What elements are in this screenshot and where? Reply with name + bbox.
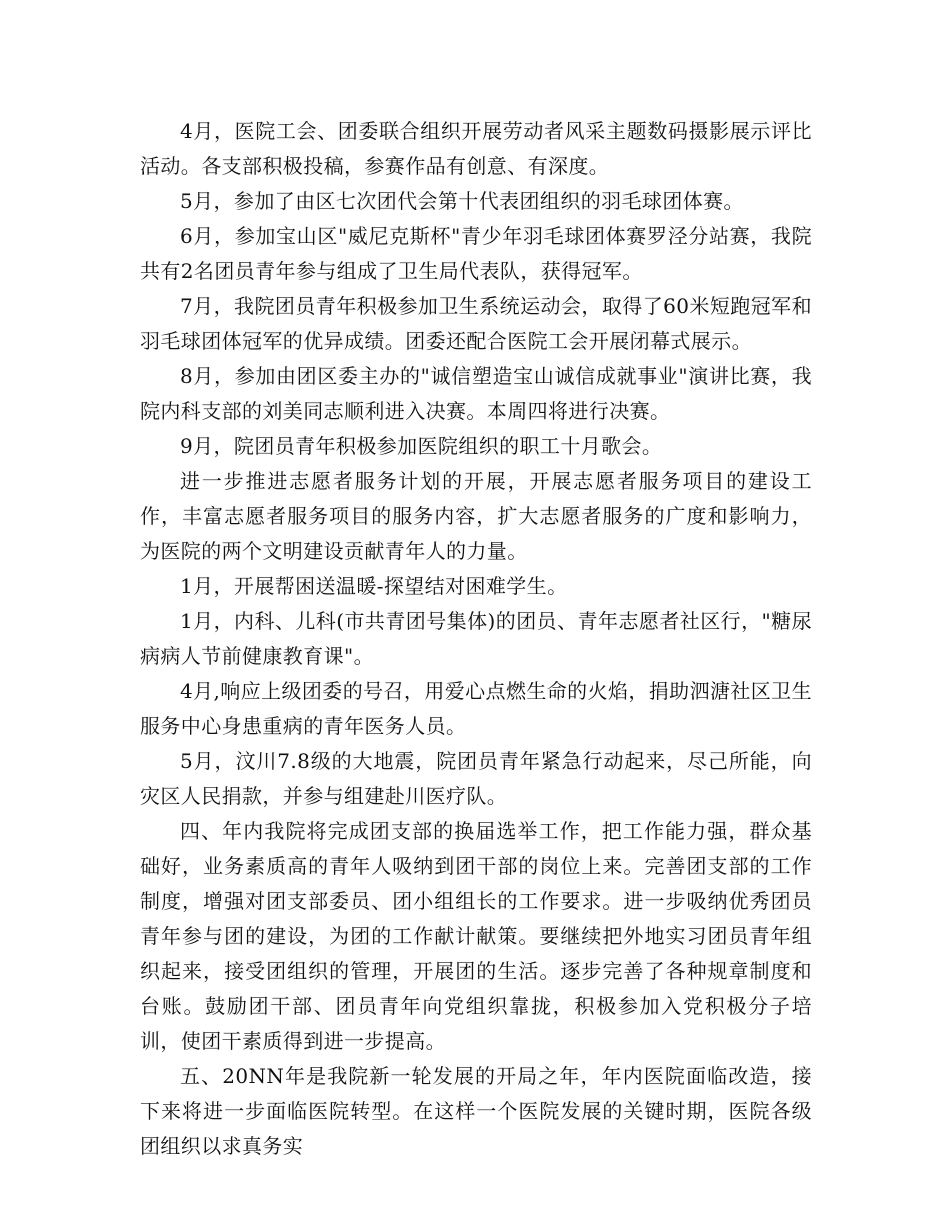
paragraph: 五、20NN年是我院新一轮发展的开局之年，年内医院面临改造，接下来将进一步面临医院转型。在这样一个医院发展的关键时期，医院各级团组织以求真务实 — [140, 1064, 812, 1158]
paragraph: 1月，内科、儿科(市共青团号集体)的团员、青年志愿者社区行，"糖尿病病人节前健康教育课"。 — [140, 609, 812, 668]
paragraph: 4月，医院工会、团委联合组织开展劳动者风采主题数码摄影展示评比活动。各支部积极投稿，参赛作品有创意、有深度。 — [140, 119, 812, 178]
paragraph: 9月，院团员青年积极参加医院组织的职工十月歌会。 — [180, 434, 663, 458]
paragraph: 四、年内我院将完成团支部的换届选举工作，把工作能力强，群众基础好，业务素质高的青年人吸纳到团干部的岗位上来。完善团支部的工作制度，增强对团支部委员、团小组组长的工作要求。进一步吸纳优秀团员青年参与团的建设，为团的工作献计献策。要继续把外地实习团员青年组织起来，接受团组织的管理，开展团的生活。逐步完善了各种规章制度和台账。鼓励团干部、团员青年向党组织靠拢，积极参加入党积极分子培训，使团干素质得到进一步提高。 — [140, 819, 812, 1053]
paragraph: 8月，参加由团区委主办的"诚信塑造宝山诚信成就事业"演讲比赛，我院内科支部的刘美同志顺利进入决赛。本周四将进行决赛。 — [140, 364, 812, 423]
paragraph: 7月，我院团员青年积极参加卫生系统运动会，取得了60米短跑冠军和羽毛球团体冠军的优异成绩。团委还配合医院工会开展闭幕式展示。 — [140, 294, 812, 353]
paragraph: 5月，汶川7.8级的大地震，院团员青年紧急行动起来，尽己所能，向灾区人民捐款，并参与组建赴川医疗队。 — [140, 749, 812, 808]
paragraph: 进一步推进志愿者服务计划的开展，开展志愿者服务项目的建设工作，丰富志愿者服务项目的服务内容，扩大志愿者服务的广度和影响力，为医院的两个文明建设贡献青年人的力量。 — [140, 469, 812, 563]
paragraph: 6月，参加宝山区"威尼克斯杯"青少年羽毛球团体赛罗泾分站赛，我院共有2名团员青年参与组成了卫生局代表队，获得冠军。 — [140, 224, 812, 283]
paragraph: 4月,响应上级团委的号召，用爱心点燃生命的火焰，捐助泗溏社区卫生服务中心身患重病的青年医务人员。 — [140, 679, 812, 738]
paragraph: 5月，参加了由区七次团代会第十代表团组织的羽毛球团体赛。 — [180, 189, 744, 213]
paragraph: 1月，开展帮困送温暖-探望结对困难学生。 — [180, 574, 568, 598]
document-body — [140, 114, 812, 1164]
